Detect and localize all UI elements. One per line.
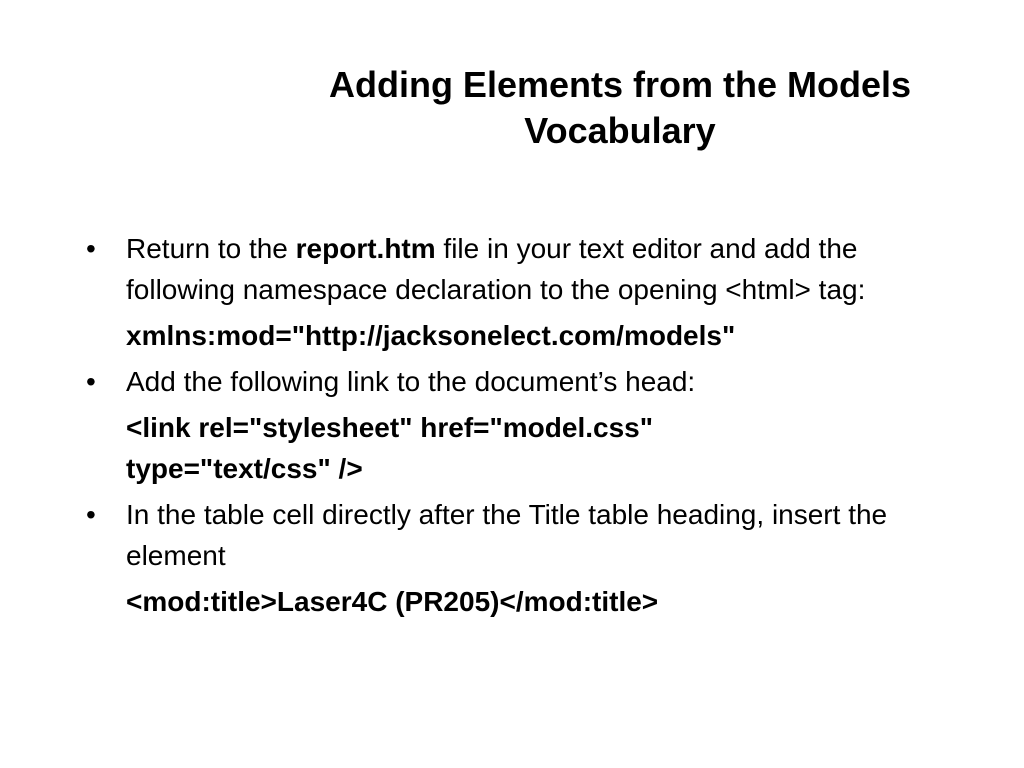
bullet-text-before: Return to the <box>126 233 296 264</box>
bullet-item <box>82 361 942 402</box>
code-line: xmlns:mod="http://jacksonelect.com/models" <box>126 320 736 351</box>
code-line <box>82 407 942 448</box>
slide-body <box>82 228 942 627</box>
bullet-text <box>126 233 865 305</box>
bullet-icon: • <box>86 366 96 397</box>
bullet-item <box>82 228 942 310</box>
bullet-text: Add the following link to the document’s head: <box>126 366 696 397</box>
slide-title <box>230 62 1010 154</box>
code-line-part-1: <link rel="stylesheet" href="model.css" <box>126 412 654 443</box>
bullet-icon: • <box>86 233 96 264</box>
filename-text: report.htm <box>295 233 436 264</box>
bullet-text: In the table cell directly after the Title table heading, insert the element <box>126 499 888 571</box>
code-line <box>82 448 942 489</box>
code-line: <mod:title>Laser4C (PR205)</mod:title> <box>126 586 659 617</box>
bullet-text-after: file in your text editor and add the following namespace declaration to the opening <html> tag: <box>126 233 866 305</box>
code-line-part-2: type="text/css" /> <box>126 453 363 484</box>
slide-title-line-2: Vocabulary <box>524 110 716 151</box>
slide-title-line-1: Adding Elements from the Models <box>328 64 912 105</box>
bullet-icon: • <box>86 499 96 530</box>
bullet-item <box>82 494 942 576</box>
